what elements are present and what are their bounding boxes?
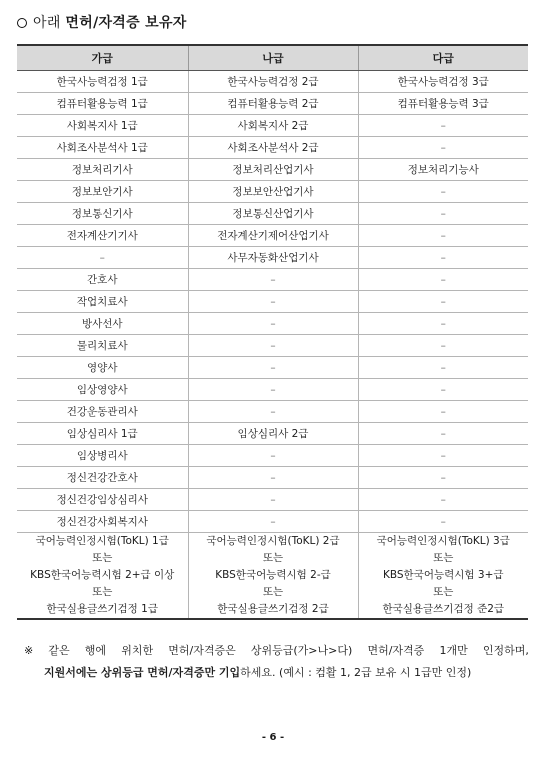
table-row xyxy=(17,335,528,357)
table-cell: 임상심리사 1급 xyxy=(17,423,188,445)
table-row xyxy=(17,203,528,225)
table-cell: – xyxy=(188,335,358,357)
table-cell: 정신건강간호사 xyxy=(17,467,188,489)
footnote-word: 행에 xyxy=(84,644,107,657)
table-cell: – xyxy=(188,511,358,533)
table-cell: 정보보안기사 xyxy=(17,181,188,203)
table-cell: 간호사 xyxy=(17,269,188,291)
cell-line: 한국실용글쓰기검정 1급 xyxy=(46,603,158,615)
table-cell: 건강운동관리사 xyxy=(17,401,188,423)
cell-line: 또는 xyxy=(92,586,113,598)
section-heading xyxy=(17,12,187,32)
table-row xyxy=(17,489,528,511)
table-cell: 컴퓨터활용능력 1급 xyxy=(17,93,188,115)
table-row xyxy=(17,159,528,181)
footnote xyxy=(24,640,529,684)
table-row xyxy=(17,181,528,203)
footnote-word: 인정하며, xyxy=(482,644,529,657)
table-cell: – xyxy=(188,401,358,423)
footnote-word: 위치한 xyxy=(121,644,154,657)
table-header-row xyxy=(17,45,528,71)
column-header-ga: 가급 xyxy=(17,45,188,71)
table-cell: – xyxy=(17,247,188,269)
cell-line: KBS한국어능력시험 2+급 이상 xyxy=(30,569,175,581)
table-cell: – xyxy=(358,379,528,401)
table-cell: 컴퓨터활용능력 2급 xyxy=(188,93,358,115)
table-cell: 정보통신기사 xyxy=(17,203,188,225)
table-row xyxy=(17,445,528,467)
footnote-emphasis: 지원서에는 상위등급 면허/자격증만 기입 xyxy=(44,666,241,679)
table-cell: 한국사능력검정 3급 xyxy=(358,71,528,93)
table-cell: 정신건강임상심리사 xyxy=(17,489,188,511)
table-cell: 사회복지사 2급 xyxy=(188,115,358,137)
table-cell: 정보보안산업기사 xyxy=(188,181,358,203)
footnote-word: 같은 xyxy=(48,644,70,657)
cell-line: 국어능력인정시험(ToKL) 1급 xyxy=(35,535,169,547)
table-cell: – xyxy=(358,467,528,489)
cell-line: 한국실용글쓰기검정 준2급 xyxy=(382,603,505,615)
cell-line: 국어능력인정시험(ToKL) 2급 xyxy=(206,535,340,547)
table-row xyxy=(17,247,528,269)
table-cell: – xyxy=(188,269,358,291)
footnote-word: 면허/자격증은 xyxy=(168,644,236,657)
table-cell: – xyxy=(358,445,528,467)
table-row xyxy=(17,71,528,93)
column-header-da: 다급 xyxy=(358,45,528,71)
table-cell: 사회복지사 1급 xyxy=(17,115,188,137)
footnote-word: 1개만 xyxy=(439,644,468,657)
circle-bullet-icon xyxy=(17,18,27,28)
table-cell: 사회조사분석사 1급 xyxy=(17,137,188,159)
table-row xyxy=(17,137,528,159)
table-cell: 정보처리기능사 xyxy=(358,159,528,181)
table-cell: 정보통신산업기사 xyxy=(188,203,358,225)
table-cell: – xyxy=(358,423,528,445)
reference-mark-icon: ※ xyxy=(24,644,34,657)
table-cell: 사무자동화산업기사 xyxy=(188,247,358,269)
table-row xyxy=(17,511,528,533)
table-cell: 전자계산기기사 xyxy=(17,225,188,247)
table-cell: 컴퓨터활용능력 3급 xyxy=(358,93,528,115)
table-cell: – xyxy=(188,313,358,335)
table-cell: – xyxy=(188,291,358,313)
table-row xyxy=(17,467,528,489)
cell-line: 또는 xyxy=(262,552,284,564)
table-row xyxy=(17,401,528,423)
table-cell: 영양사 xyxy=(17,357,188,379)
page-number: - 6 - xyxy=(261,732,285,743)
table-cell: – xyxy=(358,247,528,269)
table-body xyxy=(17,71,528,620)
table-cell: – xyxy=(188,467,358,489)
table-cell: – xyxy=(358,401,528,423)
footnote-line-2 xyxy=(24,662,529,684)
table-row xyxy=(17,93,528,115)
table-row xyxy=(17,291,528,313)
table-row xyxy=(17,423,528,445)
table-cell: 정신건강사회복지사 xyxy=(17,511,188,533)
table-row xyxy=(17,115,528,137)
cell-line: 또는 xyxy=(433,552,454,564)
table-cell: – xyxy=(188,379,358,401)
table-cell: 정보처리산업기사 xyxy=(188,159,358,181)
table-cell: 한국사능력검정 2급 xyxy=(188,71,358,93)
table-cell: – xyxy=(188,489,358,511)
table-row xyxy=(17,313,528,335)
table-cell: 물리치료사 xyxy=(17,335,188,357)
column-header-na: 나급 xyxy=(188,45,358,71)
cell-line: 또는 xyxy=(92,552,113,564)
table-cell xyxy=(358,533,528,620)
table-row xyxy=(17,225,528,247)
footnote-line-1 xyxy=(24,640,529,662)
cell-line: 한국실용글쓰기검정 2급 xyxy=(217,603,329,615)
table-cell: – xyxy=(358,225,528,247)
table-cell xyxy=(17,533,188,620)
footnote-word: 상위등급(가>나>다) xyxy=(250,644,353,657)
certificate-table xyxy=(17,44,528,620)
table-cell: 작업치료사 xyxy=(17,291,188,313)
table-row-language-tests xyxy=(17,533,528,620)
footnote-example: 하세요. (예시 : 컴활 1, 2급 보유 시 1급만 인정) xyxy=(240,666,472,679)
table-cell: – xyxy=(358,489,528,511)
table-cell: – xyxy=(358,357,528,379)
footnote-word: 면허/자격증 xyxy=(367,644,425,657)
table-cell: – xyxy=(358,291,528,313)
table-cell: – xyxy=(358,313,528,335)
table-cell: – xyxy=(358,181,528,203)
table-cell xyxy=(188,533,358,620)
table-cell: – xyxy=(358,269,528,291)
table-row xyxy=(17,269,528,291)
table-cell: – xyxy=(358,137,528,159)
heading-prefix: 아래 xyxy=(33,15,61,31)
cell-line: 또는 xyxy=(262,586,284,598)
table-cell: – xyxy=(358,203,528,225)
table-cell: 임상병리사 xyxy=(17,445,188,467)
table-cell: 정보처리기사 xyxy=(17,159,188,181)
table-row xyxy=(17,379,528,401)
table-row xyxy=(17,357,528,379)
cell-line: 국어능력인정시험(ToKL) 3급 xyxy=(376,535,510,547)
cell-line: 또는 xyxy=(433,586,454,598)
table-cell: – xyxy=(358,335,528,357)
table-cell: 한국사능력검정 1급 xyxy=(17,71,188,93)
table-cell: – xyxy=(358,115,528,137)
table-cell: 임상영양사 xyxy=(17,379,188,401)
table-cell: 사회조사분석사 2급 xyxy=(188,137,358,159)
cell-line: KBS한국어능력시험 3+급 xyxy=(382,569,504,581)
heading-emphasis: 면허/자격증 보유자 xyxy=(65,15,187,31)
table-cell: 방사선사 xyxy=(17,313,188,335)
cell-line: KBS한국어능력시험 2-급 xyxy=(215,569,331,581)
table-cell: – xyxy=(358,511,528,533)
table-cell: 임상심리사 2급 xyxy=(188,423,358,445)
table-cell: – xyxy=(188,357,358,379)
table-cell: – xyxy=(188,445,358,467)
table-cell: 전자계산기제어산업기사 xyxy=(188,225,358,247)
